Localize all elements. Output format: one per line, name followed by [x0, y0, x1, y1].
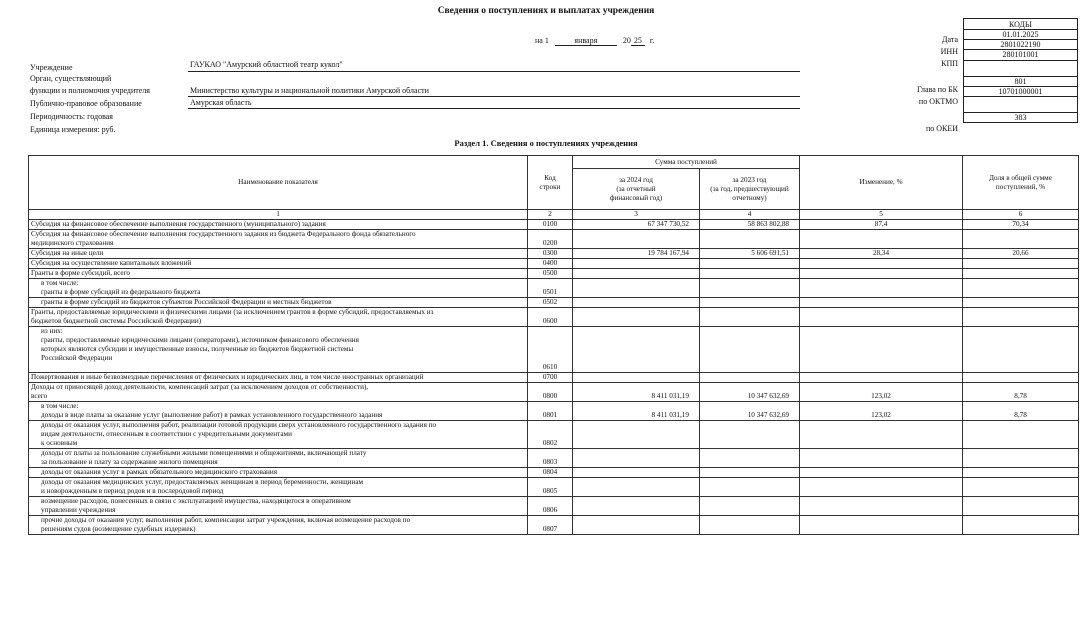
row-y2023: 58 863 802,88 — [700, 220, 800, 230]
row-share: 70,34 — [963, 220, 1079, 230]
row-share — [963, 373, 1079, 383]
row-share — [963, 468, 1079, 478]
col-number: 3 — [573, 210, 700, 220]
row-code: 0500 — [528, 269, 573, 279]
row-change — [800, 279, 963, 298]
row-code: 0502 — [528, 298, 573, 308]
section-title: Раздел 1. Сведения о поступлениях учреждения — [454, 138, 638, 148]
row-y2023 — [700, 269, 800, 279]
table-row — [29, 298, 1079, 308]
row-name-line: гранты, предоставляемые юридическими лицами (операторами), источником финансового обеспечения — [41, 336, 359, 344]
institution-underline — [188, 71, 800, 72]
row-y2024 — [573, 279, 700, 298]
table-row — [29, 327, 1079, 373]
row-change — [800, 327, 963, 373]
row-y2023 — [700, 230, 800, 249]
row-code: 0804 — [528, 468, 573, 478]
row-change: 87,4 — [800, 220, 963, 230]
codes-label-okei: по ОКЕИ — [925, 124, 958, 133]
row-y2023 — [700, 279, 800, 298]
date-month: января — [555, 36, 617, 46]
codes-label-inn: ИНН — [940, 47, 958, 56]
row-y2024 — [573, 230, 700, 249]
row-y2023 — [700, 308, 800, 327]
row-change: 28,34 — [800, 249, 963, 259]
row-name — [29, 308, 528, 327]
row-y2024 — [573, 421, 700, 449]
row-share — [963, 308, 1079, 327]
table-row — [29, 269, 1079, 279]
row-y2024: 67 347 730,52 — [573, 220, 700, 230]
row-name-line: в том числе: — [41, 402, 79, 410]
ppo-value: Амурская область — [190, 98, 252, 107]
row-code: 0803 — [528, 449, 573, 468]
row-name-line: видам деятельности, отнесенным в соответствии с учредительными документами — [41, 430, 292, 438]
row-name — [29, 516, 528, 535]
header-y2024-line: (за отчетный — [616, 184, 656, 193]
row-name-line: прочие доходы от оказания услуг, выполнения работ, компенсации затрат учреждения, включая возмещение расходов по — [41, 516, 411, 524]
row-change: 123,02 — [800, 402, 963, 421]
row-y2023 — [700, 516, 800, 535]
institution-value: ГАУКАО "Амурский областной театр кукол" — [190, 60, 343, 69]
table-row — [29, 497, 1079, 516]
row-share — [963, 497, 1079, 516]
row-change — [800, 298, 963, 308]
header-code — [528, 156, 573, 210]
row-share — [963, 259, 1079, 269]
header-y2023 — [700, 169, 800, 210]
row-name-line: из них: — [41, 327, 63, 335]
codes-empty-cell — [964, 60, 1078, 76]
codes-label-date: Дата — [942, 35, 958, 44]
row-name-line: доходы в виде платы за оказание услуг (выполнение работ) в рамках установленного государственного задания — [41, 411, 383, 419]
row-name-line: гранты в форме субсидий из бюджетов субъектов Российской Федерации и местных бюджетов — [41, 298, 332, 306]
table-row — [29, 230, 1079, 249]
row-share — [963, 449, 1079, 468]
header-y2024 — [573, 169, 700, 210]
row-y2023 — [700, 421, 800, 449]
ppo-underline — [188, 108, 800, 109]
row-y2023 — [700, 327, 800, 373]
header-y2023-line: за 2023 год — [732, 175, 767, 184]
row-change — [800, 478, 963, 497]
row-y2023 — [700, 259, 800, 269]
row-name-line: за пользование и плату за содержание жилого помещения — [41, 458, 218, 466]
row-change — [800, 421, 963, 449]
row-y2024 — [573, 478, 700, 497]
row-code: 0700 — [528, 373, 573, 383]
row-change — [800, 497, 963, 516]
row-y2023: 5 606 691,51 — [700, 249, 800, 259]
row-name — [29, 468, 528, 478]
organ-label-2: функции и полномочия учредителя — [30, 86, 150, 95]
row-name — [29, 230, 528, 249]
row-code: 0807 — [528, 516, 573, 535]
codes-label-kpp: КПП — [941, 59, 958, 68]
row-change — [800, 516, 963, 535]
row-code: 0610 — [528, 327, 573, 373]
row-change — [800, 269, 963, 279]
header-share-line: поступлений, % — [995, 182, 1046, 191]
row-name-line: доходы от оказания услуг, выполнения работ, реализации готовой продукции сверх установленного государственного задания по — [41, 421, 437, 429]
row-y2024 — [573, 373, 700, 383]
row-name-line: медицинского страхования — [31, 239, 114, 247]
codes-value-oktmo: 10701000001 — [964, 86, 1078, 96]
row-name-line: бюджетов бюджетной системы Российской Федерации) — [31, 317, 202, 325]
header-share-line: Доля в общей сумме — [989, 173, 1052, 182]
ppo-label: Публично-правовое образование — [30, 99, 142, 108]
row-share — [963, 269, 1079, 279]
row-name-line: возмещение расходов, понесенных в связи с эксплуатацией имущества, находящегося в оперативном — [41, 497, 351, 505]
row-code: 0805 — [528, 478, 573, 497]
table-row — [29, 516, 1079, 535]
header-share — [963, 156, 1079, 210]
date-suffix: г. — [649, 36, 655, 45]
row-y2024: 8 411 031,19 — [573, 383, 700, 402]
row-code: 0100 — [528, 220, 573, 230]
organ-underline — [188, 96, 800, 97]
row-y2023 — [700, 468, 800, 478]
row-change — [800, 373, 963, 383]
row-change — [800, 308, 963, 327]
row-y2024 — [573, 327, 700, 373]
row-share — [963, 421, 1079, 449]
row-y2023 — [700, 449, 800, 468]
row-name — [29, 402, 528, 421]
row-code: 0200 — [528, 230, 573, 249]
row-y2024 — [573, 468, 700, 478]
row-name — [29, 220, 528, 230]
row-code: 0501 — [528, 279, 573, 298]
row-code: 0600 — [528, 308, 573, 327]
table-body — [29, 220, 1079, 535]
table-row — [29, 373, 1079, 383]
row-share: 8,78 — [963, 402, 1079, 421]
row-name-line: доходы от платы за пользование служебными жилыми помещениями и общежитиями, включающей плату — [41, 449, 367, 457]
row-name — [29, 327, 528, 373]
codes-header: КОДЫ — [964, 19, 1078, 30]
table-row — [29, 402, 1079, 421]
row-name-line: к основным — [41, 439, 78, 447]
row-name-line: Гранты, предоставляемые юридическими и физическими лицами (за исключением грантов в форме субсидий, предоставляемых из — [31, 308, 434, 316]
row-name-line: гранты в форме субсидий из федерального бюджета — [41, 288, 201, 296]
header-code-line: строки — [539, 182, 561, 191]
row-share — [963, 327, 1079, 373]
row-name-line: Гранты в форме субсидий, всего — [31, 269, 130, 277]
row-name — [29, 383, 528, 402]
col-number: 2 — [528, 210, 573, 220]
date-year-suffix: 25 — [631, 36, 645, 46]
row-name — [29, 279, 528, 298]
table-row — [29, 308, 1079, 327]
row-share — [963, 279, 1079, 298]
header-change: Изменение, % — [800, 156, 963, 210]
header-sum-group: Сумма поступлений — [573, 156, 800, 169]
row-code: 0800 — [528, 383, 573, 402]
row-share — [963, 478, 1079, 497]
organ-label-1: Орган, существляющий — [30, 74, 112, 83]
row-y2024 — [573, 497, 700, 516]
row-name-line — [41, 363, 525, 372]
row-name-line: и новорожденным в период родов и в послеродовой период — [41, 487, 224, 495]
row-name-line: всего — [31, 392, 48, 400]
row-name-line: в том числе: — [41, 279, 79, 287]
row-code: 0801 — [528, 402, 573, 421]
col-number: 6 — [963, 210, 1079, 220]
date-year-prefix: 20 — [622, 36, 631, 45]
codes-value-kpp: 280101001 — [964, 50, 1078, 60]
row-y2023: 10 347 632,69 — [700, 402, 800, 421]
row-name-line: Доходы от приносящей доход деятельности, компенсаций затрат (за исключением доходов от собственности), — [31, 383, 369, 391]
row-name — [29, 298, 528, 308]
row-name-line: Субсидия на финансовое обеспечение выполнения государственного (муниципального) задания — [31, 220, 326, 228]
row-code: 0806 — [528, 497, 573, 516]
row-y2024 — [573, 516, 700, 535]
header-code-line: Код — [544, 173, 556, 182]
row-y2023 — [700, 373, 800, 383]
table-row — [29, 383, 1079, 402]
row-share — [963, 298, 1079, 308]
row-y2023 — [700, 478, 800, 497]
table-row — [29, 249, 1079, 259]
header-name: Наименование показателя — [29, 156, 528, 210]
codes-label-oktmo: по ОКТМО — [918, 97, 958, 106]
date-prefix: на 1 — [535, 36, 549, 45]
col-number: 5 — [800, 210, 963, 220]
row-name-line: Субсидия на осуществление капитальных вложений — [31, 259, 192, 267]
header-y2024-line: финансовый год) — [609, 193, 663, 202]
row-name-line: доходы от оказания медицинских услуг, предоставляемых женщинам в период беременности, женщинам — [41, 478, 364, 486]
row-name-line: Субсидия на иные цели — [31, 249, 104, 257]
row-change — [800, 449, 963, 468]
codes-value-inn: 2801022190 — [964, 40, 1078, 50]
header-y2023-line: (за год, предшествующий — [710, 184, 789, 193]
table-row — [29, 220, 1079, 230]
row-change — [800, 259, 963, 269]
row-y2024 — [573, 308, 700, 327]
row-name — [29, 421, 528, 449]
table-row — [29, 279, 1079, 298]
row-change: 123,02 — [800, 383, 963, 402]
row-share: 8,78 — [963, 383, 1079, 402]
codes-value-glava: 801 — [964, 76, 1078, 86]
report-title: Сведения о поступлениях и выплатах учреждения — [437, 6, 655, 16]
codes-value-date: 01.01.2025 — [964, 30, 1078, 40]
row-code: 0802 — [528, 421, 573, 449]
row-name-line: Субсидия на финансовое обеспечение выполнения государственного задания из бюджета Федерального фонда обязательного — [31, 230, 416, 238]
row-name-line: Российской Федерации — [41, 354, 113, 362]
report-date-line — [535, 36, 654, 46]
row-y2024 — [573, 449, 700, 468]
row-name — [29, 373, 528, 383]
receipts-table — [28, 155, 1079, 535]
codes-label-glava: Глава по БК — [917, 85, 958, 94]
row-name-line: которых являются субсидии и имущественные взносы, полученные из бюджетов бюджетной системы — [41, 345, 354, 353]
row-change — [800, 468, 963, 478]
unit-label: Единица измерения: руб. — [30, 125, 116, 134]
table-row — [29, 478, 1079, 497]
row-name — [29, 259, 528, 269]
header-y2023-line: отчетному) — [732, 193, 767, 202]
row-y2023: 10 347 632,69 — [700, 383, 800, 402]
row-y2023 — [700, 497, 800, 516]
table-row — [29, 449, 1079, 468]
row-y2024 — [573, 259, 700, 269]
row-name — [29, 478, 528, 497]
codes-box — [963, 18, 1078, 123]
row-share — [963, 230, 1079, 249]
row-name — [29, 269, 528, 279]
row-y2024 — [573, 298, 700, 308]
col-number: 4 — [700, 210, 800, 220]
row-name-line: Пожертвования и иные безвозмездные перечисления от физических и юридических лиц, в том числе иностранных организаций — [31, 373, 424, 381]
row-name-line: доходы от оказания услуг в рамках обязательного медицинского страхования — [41, 468, 278, 476]
row-y2024: 8 411 031,19 — [573, 402, 700, 421]
header-y2024-line: за 2024 год — [619, 175, 653, 184]
row-code: 0400 — [528, 259, 573, 269]
codes-empty-cell — [964, 96, 1078, 112]
row-name-line: решениям судов (возмещение судебных издержек) — [41, 525, 196, 533]
col-number: 1 — [29, 210, 528, 220]
row-name — [29, 449, 528, 468]
periodicity-label: Периодичность: годовая — [30, 112, 113, 121]
row-name — [29, 497, 528, 516]
row-y2023 — [700, 298, 800, 308]
table-row — [29, 468, 1079, 478]
row-change — [800, 230, 963, 249]
row-share: 20,66 — [963, 249, 1079, 259]
table-row — [29, 259, 1079, 269]
codes-value-okei: 383 — [964, 112, 1078, 122]
row-y2024: 19 784 167,94 — [573, 249, 700, 259]
row-share — [963, 516, 1079, 535]
organ-value: Министерство культуры и национальной политики Амурской области — [190, 86, 429, 95]
row-code: 0300 — [528, 249, 573, 259]
row-name — [29, 249, 528, 259]
institution-label: Учреждение — [30, 63, 73, 72]
row-y2024 — [573, 269, 700, 279]
table-row — [29, 421, 1079, 449]
row-name-line: управлении учреждения — [41, 506, 116, 514]
